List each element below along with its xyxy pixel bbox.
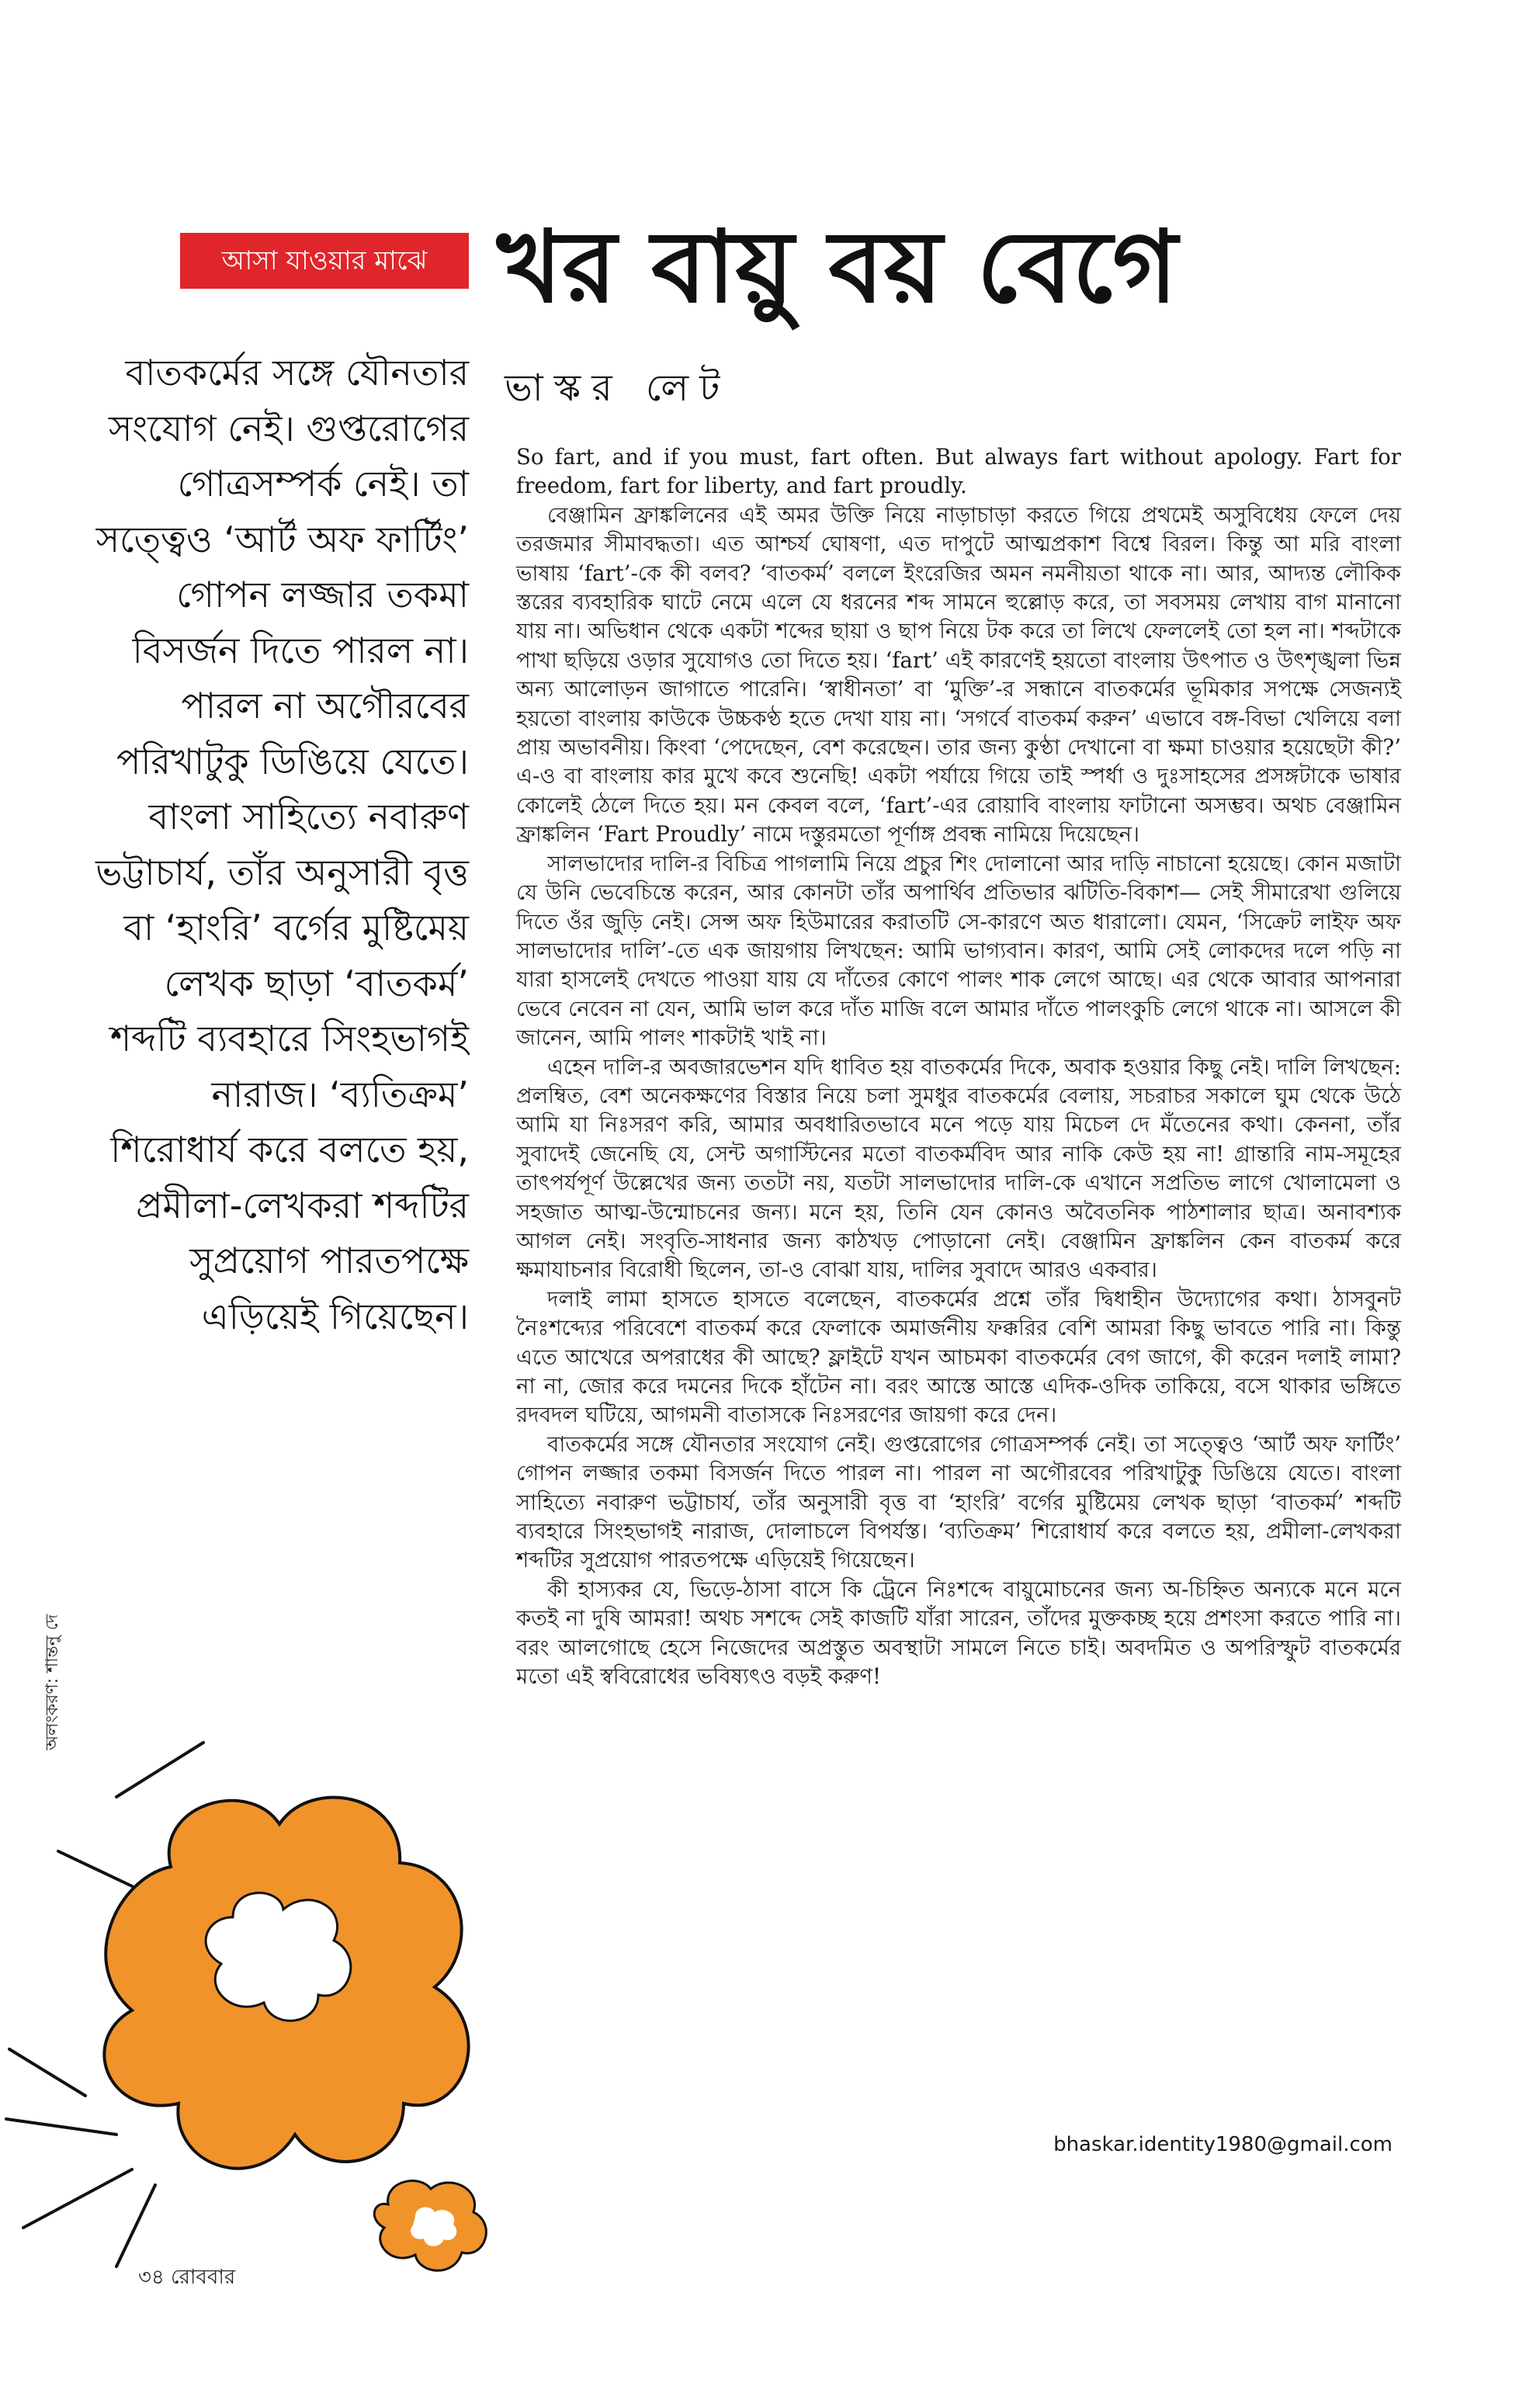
fart-cloud-illustration — [0, 1731, 512, 2305]
body-paragraph: কী হাস্যকর যে, ভিড়ে-ঠাসা বাসে কি ট্রেনে নিঃশব্দে বায়ুমোচনের জন্য অ-চিহ্নিত অন্যকে মনে মনে কতই না দুষি আমরা! অথচ সশব্দে সেই কাজটি যাঁরা সারেন, তাঁদের মুক্তকচ্ছ হয়ে প্রশংসা করতে পারি না। বরং আলগোছে হেসে নিজেদের অপ্রস্তুত অবস্থাটা সামলে নিতে চাই। অবদমিত ও অপরিস্ফুট বাতকর্মের মতো এই স্ববিরোধের ভবিষ্যৎও বড়ই করুণ! — [516, 1576, 1401, 1690]
section-tag: আসা যাওয়ার মাঝে — [180, 233, 469, 289]
body-paragraph: বেঞ্জামিন ফ্রাঙ্কলিনের এই অমর উক্তি নিয়ে নাড়াচাড়া করতে গিয়ে প্রথমেই অসুবিধেয় ফেলে দেয় তরজমার সীমাবদ্ধতা। এত আশ্চর্য ঘোষণা, এত দাপুটে আত্মপ্রকাশ বিশ্বে বিরল। কিন্তু আ মরি বাংলা ভাষায় ‘fart’-কে কী বলব? ‘বাতকর্ম’ বললে ইংরেজির অমন নমনীয়তা থাকে না। আর, আদ্যন্ত লৌকিক স্তরের ব্যবহারিক ঘাটে নেমে এলে যে ধরনের শব্দ সামনে হুল্লোড় করে, তা সবসময় লেখায় বাগ মানানো যায় না। অভিধান থেকে একটা শব্দের ছায়া ও ছাপ নিয়ে টক করে তা লিখে ফেললেই তো হল না। শব্দটাকে পাখা ছড়িয়ে ওড়ার সুযোগও তো দিতে হয়। ‘fart’ এই কারণেই হয়তো বাংলায় উৎপাত ও উৎশৃঙ্খলা ভিন্ন অন্য আলোড়ন জাগাতে পারেনি। ‘স্বাধীনতা’ বা ‘মুক্তি’-র সন্ধানে বাতকর্মের ভূমিকার সপক্ষে সেজন্যই হয়তো বাংলায় কাউকে উচ্চকণ্ঠ হতে দেখা যায় না। ‘সগর্বে বাতকর্ম করুন’ এভাবে বঙ্গ-বিভা খেলিয়ে বলা প্রায় অভাবনীয়। কিংবা ‘পেদেছেন, বেশ করেছেন। তার জন্য কুণ্ঠা দেখানো বা ক্ষমা চাওয়ার হয়েছেটা কী?’ এ-ও বা বাংলায় কার মুখে কবে শুনেছি! একটা পর্যায়ে গিয়ে তাই স্পর্ধা ও দুঃসাহসের প্রসঙ্গটাকে ভাষার কোলেই ঠেলে দিতে হয়। মন কেবল বলে, ‘fart’-এর রোয়াবি বাংলায় ফাটানো অসম্ভব। অথচ বেঞ্জামিন ফ্রাঙ্কলিন ‘Fart Proudly’ নামে দস্তুরমতো পূর্ণাঙ্গ প্রবন্ধ নামিয়ে দিয়েছেন। — [516, 501, 1401, 848]
motion-line — [116, 2185, 155, 2266]
pull-quote — [78, 345, 469, 1344]
motion-line — [58, 1851, 132, 1886]
illustration-credit: অলংকরণ: শান্তনু দে — [43, 1614, 62, 1750]
article-body — [516, 442, 1401, 1691]
motion-line — [23, 2169, 132, 2228]
motion-line — [116, 1743, 203, 1797]
pull-quote-text: বাতকর্মের সঙ্গে যৌনতার সংযোগ নেই। গুপ্তরোগের গোত্রসম্পর্ক নেই। তা সত্ত্বেও ‘আর্ট অফ ফার্টিং’ গোপন লজ্জার তকমা বিসর্জন দিতে পারল না। পারল না অগৌরবের পরিখাটুকু ডিঙিয়ে যেতে। বাংলা সাহিত্যে নবারুণ ভট্টাচার্য, তাঁর অনুসারী বৃত্ত বা ‘হাংরি’ বর্গের মুষ্টিমেয় লেখক ছাড়া ‘বাতকর্ম’ শব্দটি ব্যবহারে সিংহভাগই নারাজ। ‘ব্যতিক্রম’ শিরোধার্য করে বলতে হয়, প্রমীলা-লেখকরা শব্দটির সুপ্রয়োগ পারতপক্ষে এড়িয়েই গিয়েছেন। — [95, 352, 469, 1337]
motion-line — [6, 2119, 116, 2135]
author-email[interactable]: bhaskar.identity1980@gmail.com — [1053, 2133, 1393, 2156]
headline: খর বায়ু বয় বেগে — [497, 210, 1178, 325]
body-paragraph: বাতকর্মের সঙ্গে যৌনতার সংযোগ নেই। গুপ্তরোগের গোত্রসম্পর্ক নেই। তা সত্ত্বেও ‘আর্ট অফ ফার্টিং’ গোপন লজ্জার তকমা বিসর্জন দিতে পারল না। পারল না অগৌরবের পরিখাটুকু ডিঙিয়ে যেতে। বাংলা সাহিত্যে নবারুণ ভট্টাচার্য, তাঁর অনুসারী বৃত্ত বা ‘হাংরি’ বর্গের মুষ্টিমেয় লেখক ছাড়া ‘বাতকর্ম’ শব্দটি ব্যবহারে সিংহভাগই নারাজ, দোলাচলে বিপর্যস্ত। ‘ব্যতিক্রম’ শিরোধার্য করে বলতে হয়, প্রমীলা-লেখকরা শব্দটির সুপ্রয়োগ পারতপক্ষে এড়িয়েই গিয়েছেন। — [516, 1431, 1401, 1573]
body-paragraph: সালভাদোর দালি-র বিচিত্র পাগলামি নিয়ে প্রচুর শিং দোলানো আর দাড়ি নাচানো হয়েছে। কোন মজাটা যে উনি ভেবেচিন্তে করেন, আর কোনটা তাঁর অপার্থিব প্রতিভার ঝটিতি-বিকাশ— সেই সীমারেখা গুলিয়ে দিতে ওঁর জুড়ি নেই। সেন্স অফ হিউমারের করাতটি সে-কারণে অত ধারালো। যেমন, ‘সিক্রেট লাইফ অফ সালভাদোর দালি’-তে এক জায়গায় লিখছেন: আমি ভাগ্যবান। কারণ, আমি সেই লোকদের দলে পড়ি না যারা হাসলেই দেখতে পাওয়া যায় যে দাঁতের কোণে পালং শাক লেগে আছে। এর থেকে আবার আপনারা ভেবে নেবেন না যেন, আমি ভাল করে দাঁত মাজি বলে আমার দাঁতে পালংকুচি লেগে থাকে না। আসলে কী জানেন, আমি পালং শাকটাই খাই না। — [516, 850, 1401, 1051]
byline: ভাস্কর লেট — [505, 366, 731, 410]
page-folio: ৩৪ রোববার — [138, 2266, 236, 2289]
body-paragraph: দলাই লামা হাসতে হাসতে বলেছেন, বাতকর্মের প্রশ্নে তাঁর দ্বিধাহীন উদ্যোগের কথা। ঠাসবুনট নৈঃশব্দ্যের পরিবেশে বাতকর্ম করে ফেলাকে অমার্জনীয় ফক্করির বেশি আমরা কিছু ভাবতে পারি না। কিন্তু এতে আখেরে অপরাধের কী আছে? ফ্লাইটে যখন আচমকা বাতকর্মের বেগ জাগে, কী করেন দলাই লামা? না না, জোর করে দমনের দিকে হাঁটেন না। বরং আস্তে আস্তে এদিক-ওদিক তাকিয়ে, বসে থাকার ভঙ্গিতে রদবদল ঘটিয়ে, আগমনী বাতাসকে নিঃসরণের জায়গা করে দেন। — [516, 1285, 1401, 1428]
motion-line — [9, 2049, 85, 2096]
body-paragraph: এহেন দালি-র অবজারভেশন যদি ধাবিত হয় বাতকর্মের দিকে, অবাক হওয়ার কিছু নেই। দালি লিখছেন: প্রলম্বিত, বেশ অনেকক্ষণের বিস্তার নিয়ে চলা সুমধুর বাতকর্মের বেলায়, সচরাচর সকালে ঘুম থেকে উঠে আমি যা নিঃসরণ করি, আমার অবধারিতভাবে মনে পড়ে যায় মিচেল দে মঁতেনের কথা। কেননা, তাঁর সুবাদেই জেনেছি যে, সেন্ট অগাস্টিনের মতো বাতকর্মবিদ আর নাকি কেউ হয় না! গ্রান্তারি নাম-সমূহের তাৎপর্যপূর্ণ উল্লেখের জন্য ততটা নয়, যতটা সালভাদোর দালি-কে এখানে সপ্রতিভ লাগে খোলামেলা ও সহজাত আত্ম-উন্মোচনের জন্য। মনে হয়, তিনি যেন কোনও অবৈতনিক পাঠশালার ছাত্র। অনাবশ্যক আগল নেই। সংবৃতি-সাধনার জন্য কাঠখড় পোড়ানো নেই। বেঞ্জামিন ফ্রাঙ্কলিন কেন বাতকর্ম করে ক্ষমাযাচনার বিরোধী ছিলেন, তা-ও বোঝা যায়, দালির সুবাদে আরও একবার। — [516, 1053, 1401, 1283]
body-paragraph: So fart, and if you must, fart often. But always fart without apology. Fart for freedom, fart for liberty, and fart proudly. — [516, 444, 1401, 499]
